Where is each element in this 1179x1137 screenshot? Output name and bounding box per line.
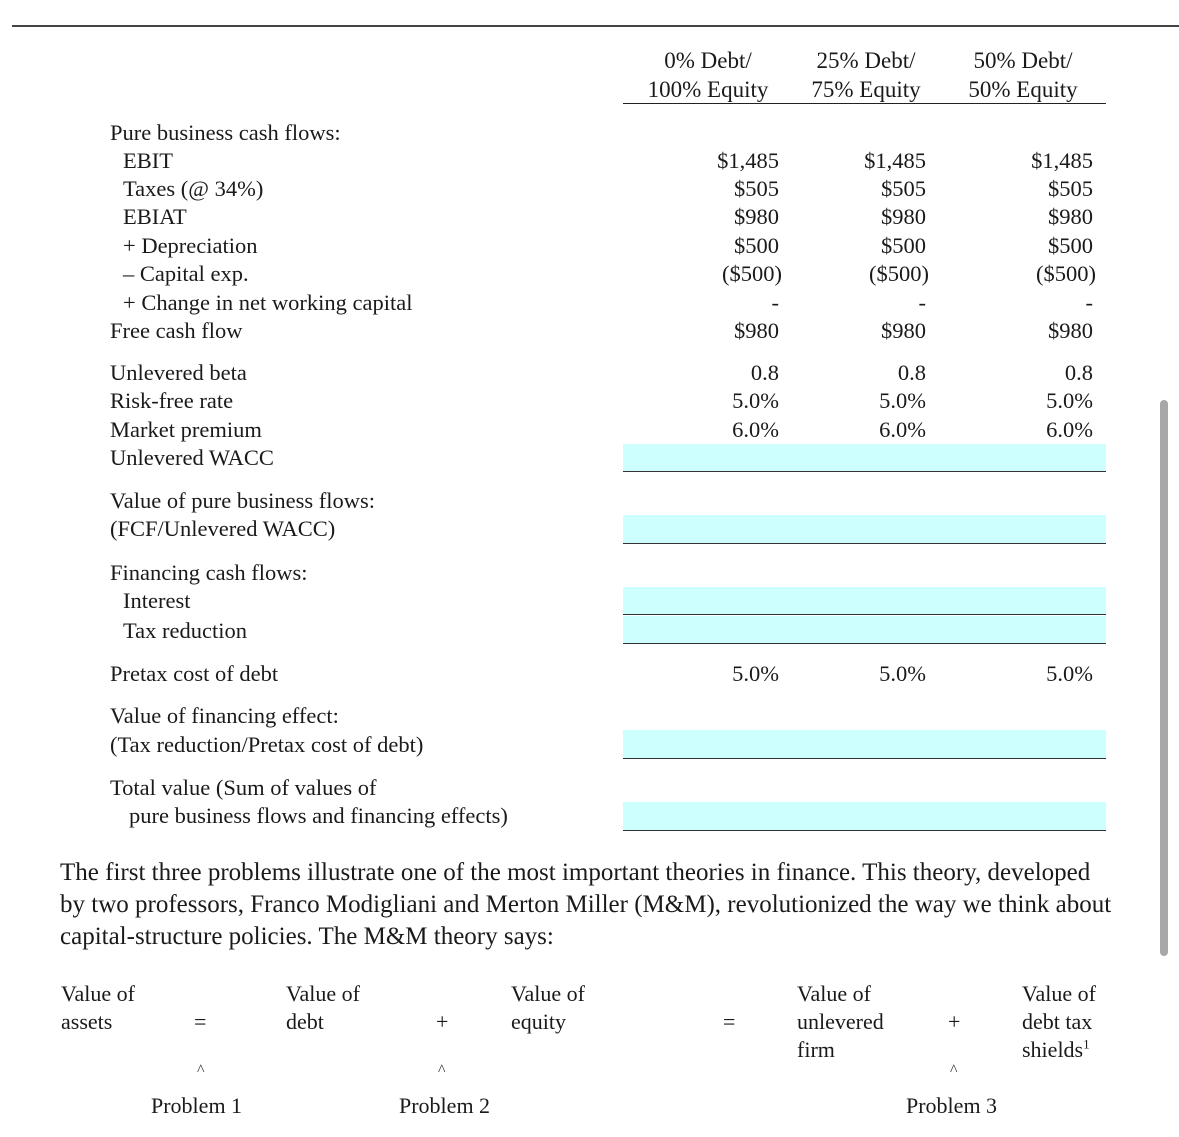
cell-ebiat-1: $980 [881, 204, 926, 229]
input-row-interest[interactable] [623, 587, 1106, 615]
cell-ebiat-0: $980 [734, 204, 779, 229]
paragraph-line: capital-structure policies. The M&M theory says: [60, 923, 554, 950]
cell-rf-1: 5.0% [879, 388, 926, 413]
label-ebit: EBIT [123, 148, 173, 173]
col-header-line2: 100% Equity [647, 77, 769, 102]
label-vpbf-1: Value of pure business flows: [110, 488, 375, 513]
eq-value-of-assets [61, 980, 135, 1036]
cell-beta-1: 0.8 [897, 360, 926, 385]
input-vpbf-2[interactable] [945, 515, 1106, 543]
input-total-1[interactable] [784, 802, 945, 830]
input-wacc-0[interactable] [623, 444, 784, 471]
input-row-taxred[interactable] [623, 616, 1106, 644]
label-vfe-1: Value of financing effect: [110, 703, 339, 728]
caret-1: ^ [197, 1062, 205, 1079]
eq-term-line: shields [1022, 1037, 1084, 1062]
input-interest-1[interactable] [784, 587, 945, 614]
eq-term-line: unlevered [797, 1009, 884, 1034]
input-wacc-1[interactable] [784, 444, 945, 471]
eq-term-line: debt tax [1022, 1009, 1093, 1034]
input-interest-0[interactable] [623, 587, 784, 614]
label-fin: Financing cash flows: [110, 560, 308, 585]
eq-term-line: Value of [1022, 981, 1096, 1006]
cell-nwc-1: - [918, 290, 926, 315]
eq-term-line: Value of [511, 981, 585, 1006]
col-header-line2: 50% Equity [968, 77, 1078, 102]
label-fcf: Free cash flow [110, 318, 243, 343]
label-pcd: Pretax cost of debt [110, 661, 279, 686]
problem-2-label: Problem 2 [399, 1093, 491, 1118]
caret-2: ^ [438, 1062, 446, 1079]
cell-depreciation-2: $500 [1048, 233, 1093, 258]
caret-3: ^ [950, 1062, 958, 1079]
label-rf: Risk-free rate [110, 388, 234, 413]
cell-fcf-0: $980 [734, 318, 779, 343]
eq-value-of-debt [286, 980, 360, 1036]
label-taxred: Tax reduction [123, 618, 248, 643]
problem-3-label: Problem 3 [906, 1093, 998, 1118]
equals-sign-1: = [194, 1009, 207, 1034]
equals-sign-2: = [723, 1009, 736, 1034]
label-taxes: Taxes (@ 34%) [123, 176, 264, 201]
cell-ebit-2: $1,485 [1031, 148, 1093, 173]
cell-beta-2: 0.8 [1064, 360, 1093, 385]
cell-taxes-2: $505 [1048, 176, 1093, 201]
eq-term-line: Value of [797, 981, 871, 1006]
cell-nwc-2: - [1085, 290, 1093, 315]
cell-rf-0: 5.0% [732, 388, 779, 413]
input-vfe-2[interactable] [945, 730, 1106, 758]
cell-mp-2: 6.0% [1046, 417, 1093, 442]
cell-ebit-0: $1,485 [717, 148, 779, 173]
label-tv-1: Total value (Sum of values of [110, 775, 377, 800]
cell-rf-2: 5.0% [1046, 388, 1093, 413]
input-vpbf-0[interactable] [623, 515, 784, 543]
input-taxred-0[interactable] [623, 616, 784, 643]
label-vfe-2: (Tax reduction/Pretax cost of debt) [110, 732, 424, 757]
cell-depreciation-0: $500 [734, 233, 779, 258]
cell-taxes-0: $505 [734, 176, 779, 201]
input-total-2[interactable] [945, 802, 1106, 830]
eq-term-line: Value of [286, 981, 360, 1006]
col-header-line1: 25% Debt/ [816, 48, 916, 73]
cell-pcd-1: 5.0% [879, 661, 926, 686]
cell-ebiat-2: $980 [1048, 204, 1093, 229]
eq-value-of-unlevered-firm [797, 980, 884, 1064]
label-vpbf-2: (FCF/Unlevered WACC) [110, 516, 336, 541]
cell-taxes-1: $505 [881, 176, 926, 201]
input-row-vfe[interactable] [623, 730, 1106, 759]
eq-term-line: assets [61, 1009, 113, 1034]
cell-pcd-0: 5.0% [732, 661, 779, 686]
label-beta: Unlevered beta [110, 360, 247, 385]
cell-mp-0: 6.0% [732, 417, 779, 442]
intro-paragraph [60, 857, 1179, 953]
cell-mp-1: 6.0% [879, 417, 926, 442]
col-header-2 [943, 46, 1103, 104]
cell-nwc-0: - [771, 290, 779, 315]
cell-ebit-1: $1,485 [864, 148, 926, 173]
label-wacc: Unlevered WACC [110, 445, 274, 470]
plus-sign-2: + [948, 1009, 961, 1034]
eq-term-line: equity [511, 1009, 566, 1034]
cell-fcf-1: $980 [881, 318, 926, 343]
col-header-1 [786, 46, 946, 104]
eq-value-of-debt-tax-shields [1022, 980, 1096, 1064]
cell-pcd-2: 5.0% [1046, 661, 1093, 686]
eq-term-line: Value of [61, 981, 135, 1006]
input-taxred-1[interactable] [784, 616, 945, 643]
top-rule [12, 25, 1179, 27]
col-header-0 [628, 46, 788, 104]
cell-depreciation-1: $500 [881, 233, 926, 258]
input-row-wacc[interactable] [623, 444, 1106, 472]
label-capex: – Capital exp. [123, 261, 249, 286]
input-vfe-0[interactable] [623, 730, 784, 758]
header-rule [623, 103, 1106, 104]
cell-capex-1: ($500) [869, 261, 929, 286]
col-header-line1: 0% Debt/ [664, 48, 752, 73]
label-pure-business: Pure business cash flows: [110, 120, 341, 145]
problem-1-label: Problem 1 [151, 1093, 243, 1118]
label-interest: Interest [123, 588, 191, 613]
input-taxred-2[interactable] [945, 616, 1106, 643]
col-header-line1: 50% Debt/ [973, 48, 1073, 73]
paragraph-line: The first three problems illustrate one of the most important theories in finance. This theory, developed [60, 859, 1091, 886]
label-mp: Market premium [110, 417, 262, 442]
eq-term-line: debt [286, 1009, 324, 1034]
input-vpbf-1[interactable] [784, 515, 945, 543]
plus-sign-1: + [436, 1009, 449, 1034]
col-header-line2: 75% Equity [811, 77, 921, 102]
input-row-vpbf[interactable] [623, 515, 1106, 544]
paragraph-line: by two professors, Franco Modigliani and Merton Miller (M&M), revolutionized the way we think about [60, 891, 1112, 918]
eq-term-line: firm [797, 1037, 835, 1062]
input-row-total[interactable] [623, 802, 1106, 831]
input-total-0[interactable] [623, 802, 784, 830]
label-tv-2: pure business flows and financing effects) [129, 803, 508, 828]
input-vfe-1[interactable] [784, 730, 945, 758]
label-ebiat: EBIAT [123, 204, 187, 229]
cell-capex-0: ($500) [722, 261, 782, 286]
cell-fcf-2: $980 [1048, 318, 1093, 343]
label-nwc: + Change in net working capital [123, 290, 413, 315]
input-interest-2[interactable] [945, 587, 1106, 614]
footnote-marker: 1 [1083, 1036, 1090, 1052]
input-wacc-2[interactable] [945, 444, 1106, 471]
cell-beta-0: 0.8 [750, 360, 779, 385]
cell-capex-2: ($500) [1036, 261, 1096, 286]
label-depreciation: + Depreciation [123, 233, 258, 258]
vertical-scrollbar[interactable] [1160, 400, 1168, 956]
eq-value-of-equity [511, 980, 585, 1036]
